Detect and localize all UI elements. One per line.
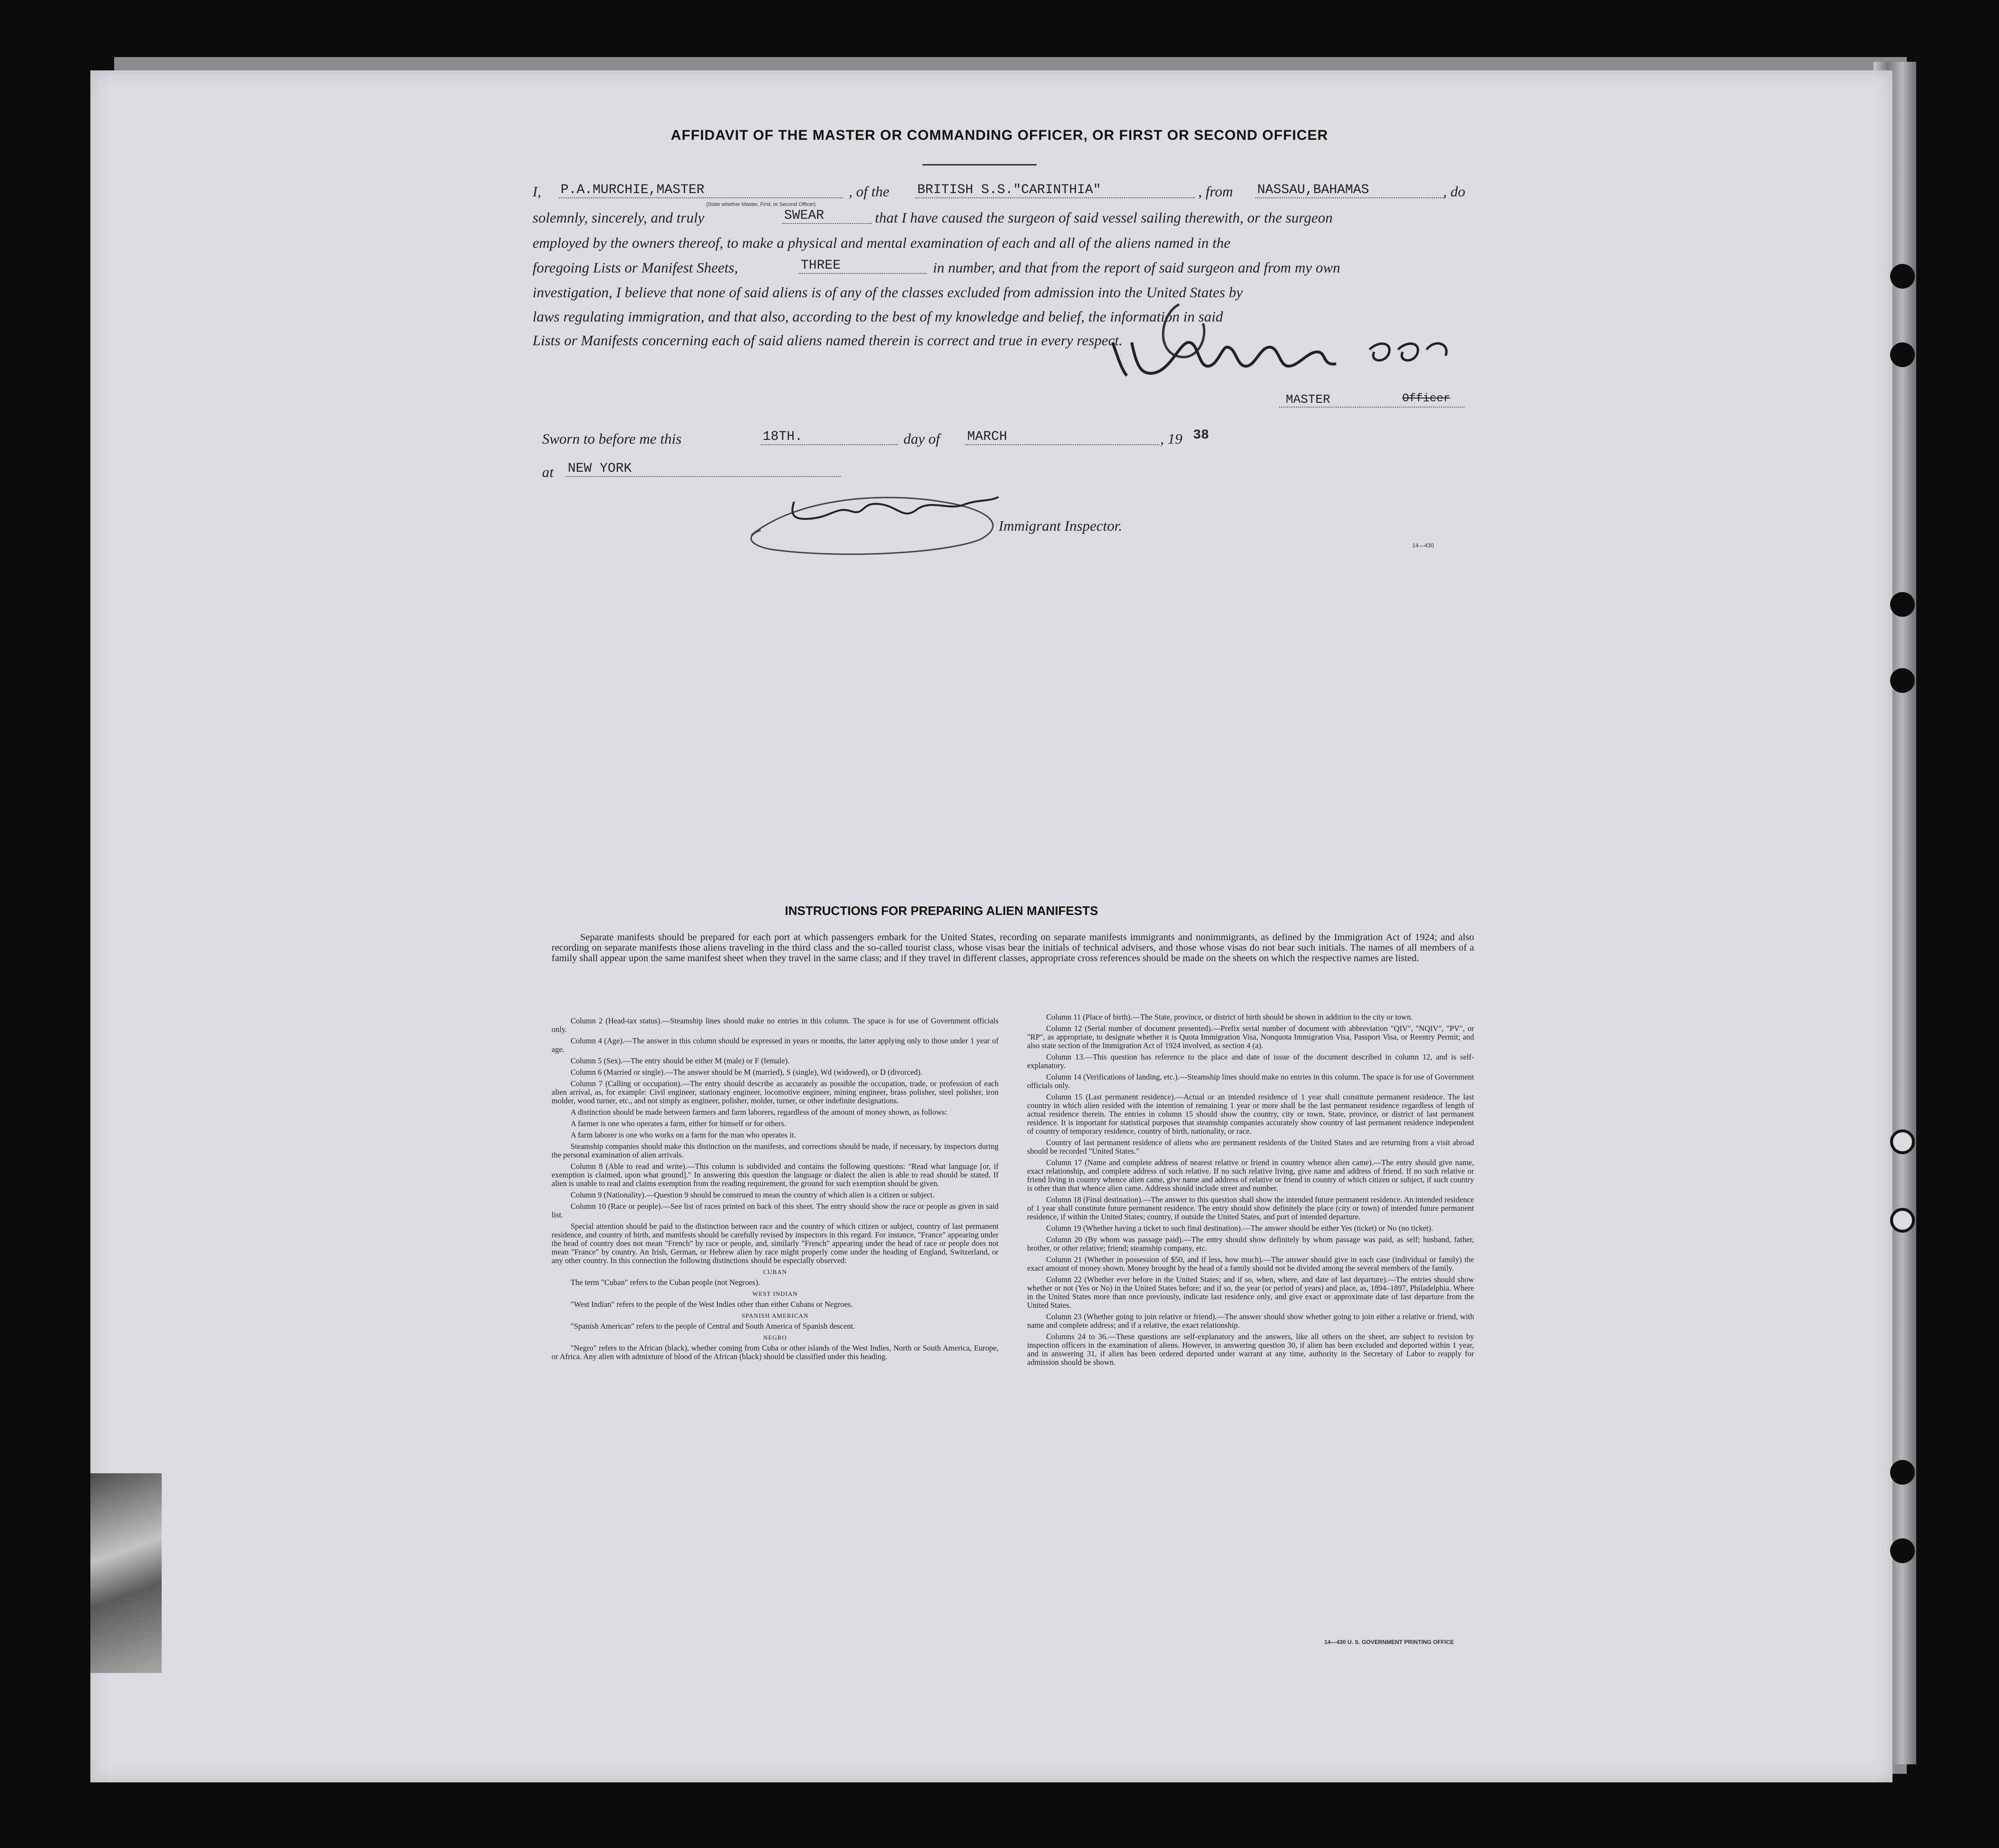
instruction-paragraph: Country of last permanent residence of aliens who are permanent residents of the United States and are returning from a visit abroad should be recorded "United States." [1027,1138,1474,1156]
instruction-paragraph: Column 21 (Whether in possession of $50, and if less, how much).—The answer should give in each case (individual or family) the exact amount of money shown. Money brought by the head of a family should not be divided among the several members of the family. [1027,1255,1474,1273]
binder-hole-icon [1890,342,1915,367]
instruction-paragraph: A distinction should be made between farmers and farm laborers, regardless of the amount of money shown, as follows: [571,1108,947,1117]
instruction-paragraph: Column 7 (Calling or occupation).—The entry should describe as accurately as possible the occupation, trade, or profession of each alien arrival, as, for example: Civil engineer, stationary engineer, locomotive engineer, mining engineer, brass polisher, steel polisher, iron molder, wood turner, etc., and not simply as engineer, polisher, molder, turner, or other indefinite designations. [552,1079,999,1105]
section-heading: WEST INDIAN [752,1290,798,1297]
binder-hole-icon [1890,264,1915,289]
signature-line [1279,407,1465,408]
instruction-paragraph: Column 2 (Head-tax status).—Steamship lines should make no entries in this column. The space is for use of Government officials only. [552,1016,999,1034]
instruction-paragraph: A farm laborer is one who works on a farm for the man who operates it. [571,1130,796,1139]
instruction-paragraph: "West Indian" refers to the people of the West Indies other than either Cubans or Negroes. [571,1300,853,1309]
section-heading: CUBAN [763,1268,787,1275]
instruction-paragraph: Columns 24 to 36.—These questions are self-explanatory and the answers, like all others on the sheet, are subject to revision by inspection officers in the examination of aliens. However, in answering question 30, if alien has been excluded and deported within 1 year, and in answering 31, if alien has been ordered deported under warrant at any time, authority in the Secretary of Labor to reapply for admission should be shown. [1027,1332,1474,1367]
text: , 19 [1160,430,1183,447]
instruction-paragraph: A farmer is one who operates a farm, either for himself or for others. [571,1119,786,1128]
instruction-paragraph: Column 18 (Final destination).—The answer to this question shall show the intended future permanent residence. An intended residence of 1 year shall constitute future permanent residence. The entry should show definitely the place (city or town) of intended future permanent residence, if within the United States; country, if outside the United States, and port of intended departure. [1027,1195,1474,1221]
instructions-left-column [552,1017,999,1364]
affidavit-line-5: investigation, I believe that none of said aliens is of any of the classes excluded from admission into the United States by [533,284,1243,301]
instruction-paragraph: Column 12 (Serial number of document presented).—Prefix serial number of document with abbreviation "QIV", "NQIV", "PV", or "RP", as appropriate, to designate whether it is Quota Immigration Visa, Nonquota Immigration Visa, Passport Visa, or Reentry Permit; and also state section of the Immigration Act of 1924 involved, as section 4 (a). [1027,1024,1474,1050]
text: day of [903,430,940,447]
signer-title: MASTER [1286,392,1330,407]
instruction-paragraph: Column 13.—This question has reference to the place and date of issue of the document described in column 12, and is self-explanatory. [1027,1052,1474,1070]
text: solemnly, sincerely, and truly [533,209,705,226]
title-rule [922,164,1037,165]
text: , from [1198,183,1233,200]
instructions-title: INSTRUCTIONS FOR PREPARING ALIEN MANIFESTS [785,904,1098,918]
affidavit-line-1 [533,183,541,200]
text: , do [1443,183,1465,200]
instruction-paragraph: Column 23 (Whether going to join relative or friend).—The answer should show whether going to join either a relative or friend, with name and complete address; and if a relative, the exact relationship. [1027,1312,1474,1330]
rank-note: (State whether Master, First, or Second Officer) [706,202,816,207]
text: Sworn to before me this [542,430,682,447]
vessel-field: BRITISH S.S."CARINTHIA" [915,183,1195,198]
instruction-paragraph: Column 22 (Whether ever before in the United States; and if so, when, where, and date of last departure).—The entries should show whether or not (Yes or No) in the United States before; and if so, the year (or period of years) and place, as, 1894–1897, Philadelphia. Where in the United States more than once previously, indicate last residence only, and give exact or approximate date of last departure from the United States. [1027,1275,1474,1310]
manifest-page [90,70,1892,1782]
year-field: 38 [1193,428,1209,443]
instruction-paragraph: Steamship companies should make this distinction on the manifests, and corrections should be made, if necessary, by inspectors during the personal examination of alien arrivals. [552,1142,999,1159]
instruction-paragraph: Column 17 (Name and complete address of nearest relative or friend in country whence alien came).—The entry should give name, exact relationship, and complete address of such relative. If no such relative living, give name and address of friend. If no such relative or friend living in country whence alien came, give name and address of relative or friend in country of which citizen or subject, if such country is other than that whence alien came. Address should include street and number. [1027,1158,1474,1193]
form-number: 14—430 [1412,542,1434,549]
place-field: NEW YORK [566,461,841,477]
port-field: NASSAU,BAHAMAS [1255,183,1445,198]
oath-field: SWEAR [782,208,872,224]
text: foregoing Lists or Manifest Sheets, [533,259,738,276]
instruction-paragraph: Column 19 (Whether having a ticket to such final destination).—The answer should be either Yes (ticket) or No (no ticket). [1046,1224,1433,1233]
officer-name-field: P.A.MURCHIE,MASTER [559,183,843,198]
section-heading: SPANISH AMERICAN [741,1312,809,1319]
count-field: THREE [799,258,926,274]
text: at [542,464,554,480]
master-signature [1084,285,1465,390]
instructions-right-column [1027,1013,1474,1370]
instruction-paragraph: Column 20 (By whom was passage paid).—The entry should show definitely by whom passage was paid, as self; husband, father, brother, or other relative; friend; steamship company, etc. [1027,1235,1474,1253]
binder-hole-icon [1890,1538,1915,1563]
inspector-label: Immigrant Inspector. [999,517,1123,534]
day-field: 18TH. [761,429,898,445]
instruction-paragraph: Column 11 (Place of birth).—The State, province, or district of birth should be shown in addition to the city or town. [1046,1012,1413,1021]
text: , of the [849,183,890,200]
text: in number, and that from the report of said surgeon and from my own [933,259,1340,276]
binder-hole-icon [1890,668,1915,693]
instruction-paragraph: Column 6 (Married or single).—The answer should be M (married), S (single), Wd (widowed), or D (divorced). [571,1068,922,1077]
instruction-paragraph: Column 5 (Sex).—The entry should be either M (male) or F (female). [571,1056,790,1065]
instruction-paragraph: "Negro" refers to the African (black), whether coming from Cuba or other islands of the West Indies, North or South America, Europe, or Africa. Any alien with admixture of blood of the African (black) should be classified under this heading. [552,1343,999,1361]
affidavit-line-7: Lists or Manifests concerning each of said aliens named therein is correct and true in every respect. [533,332,1123,349]
instruction-paragraph: Column 8 (Able to read and write).—This column is subdivided and contains the following questions: "Read what language [or, if exemption is claimed, upon what ground]." In answering this question the language or dialect the alien is able to read should be stated. If alien is unable to read and claims exemption from the reading requirement, the ground for such exemption should be given. [552,1162,999,1188]
instruction-paragraph: Column 4 (Age).—The answer in this column should be expressed in years or months, the latter applying only to those under 1 year of age. [552,1036,999,1054]
instruction-paragraph: Column 14 (Verifications of landing, etc.).—Steamship lines should make no entries in this column. The space is for use of Government officials only. [1027,1072,1474,1090]
binder-hole-icon [1890,1460,1915,1485]
affidavit-line-6: laws regulating immigration, and that also, according to the best of my knowledge and belief, the information in said [533,308,1223,325]
section-heading: NEGRO [763,1334,787,1341]
text: that I have caused the surgeon of said vessel sailing therewith, or the surgeon [875,209,1333,226]
instructions-intro: Separate manifests should be prepared for each port at which passengers embark for the United States, recording on separate manifests immigrants and nonimmigrants, as defined by the Immigration Act of 1924; and also recording on separate manifests those aliens traveling in the third class and the so-called tourist class, whose visas bear the initials of technical advisers, and those whose visas do not bear such initials. The names of all members of a family shall appear upon the same manifest sheet when they travel in the same class; and if they travel in different classes, appropriate cross references should be made on the sheets on which the respective names are listed. [552,932,1474,963]
instruction-paragraph: Column 15 (Last permanent residence).—Actual or an intended residence of 1 year shall constitute permanent residence. The last country in which alien resided with the intention of remaining 1 year or more shall be the last permanent residence regardless of length of actual residence therein. The entries in column 15 should show the country, city or town, State, province, or district of last permanent residence. It is important for statistical purposes that steamship companies accurately show country of last permanent residence independent of country of temporary residence, country of birth, nationality, or race. [1027,1092,1474,1136]
affidavit-line-3: employed by the owners thereof, to make a physical and mental examination of each and all of the aliens named in the [533,234,1231,251]
instruction-paragraph: Column 10 (Race or people).—See list of races printed on back of this sheet. The entry should show the race or people as given in said list. [552,1202,999,1219]
instruction-paragraph: Special attention should be paid to the distinction between race and the country of which citizen or subject, country of last permanent residence, and country of birth, and manifests should be carefully revised by inspectors in this regard. For instance, "France" appearing under the head of country does not mean "French" by race or people, and, similarly "French" appearing under the head of race or people does not mean "France" by country. An Irish, German, or Hebrew alien by race might properly come under the heading of England, Switzerland, or any other country. In this connection the following distinctions should be especially observed: [552,1222,999,1265]
binder-hole-icon [1890,1129,1915,1154]
binding-tape [90,1473,162,1673]
instruction-paragraph: Column 9 (Nationality).—Question 9 should be construed to mean the country of which alien is a citizen or subject. [571,1190,935,1199]
signer-struck-title: Officer [1402,392,1450,405]
binder-hole-icon [1890,1208,1915,1233]
binder-hole-icon [1890,592,1915,617]
instruction-paragraph: The term "Cuban" refers to the Cuban people (not Negroes). [571,1278,760,1287]
affidavit-title: AFFIDAVIT OF THE MASTER OR COMMANDING OFFICER, OR FIRST OR SECOND OFFICER [670,127,1329,143]
printing-office-footer: 14—430 U. S. GOVERNMENT PRINTING OFFICE [1324,1639,1454,1645]
month-field: MARCH [965,429,1159,445]
text: I, [533,183,542,200]
instruction-paragraph: "Spanish American" refers to the people of Central and South America of Spanish descent. [571,1322,855,1331]
